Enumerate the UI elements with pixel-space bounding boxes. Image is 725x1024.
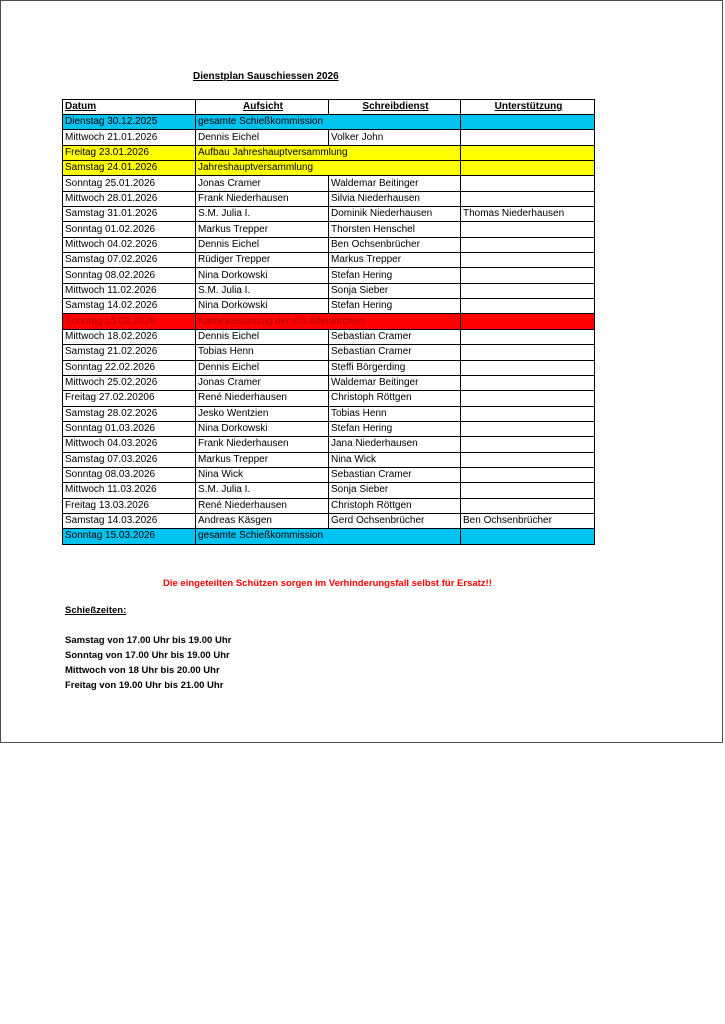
cell-unterstuetzung bbox=[461, 529, 595, 544]
cell-event: gesamte Schießkommission bbox=[196, 115, 461, 130]
cell-unterstuetzung bbox=[461, 375, 595, 390]
cell-datum: Samstag 07.03.2026 bbox=[63, 452, 196, 467]
cell-datum: Sonntag 01.03.2026 bbox=[63, 421, 196, 436]
cell-schreibdienst: Tobias Henn bbox=[329, 406, 461, 421]
cell-unterstuetzung bbox=[461, 452, 595, 467]
cell-unterstuetzung bbox=[461, 437, 595, 452]
table-row bbox=[63, 345, 595, 360]
cell-aufsicht: Rüdiger Trepper bbox=[196, 253, 329, 268]
cell-datum: Sonntag 08.02.2026 bbox=[63, 268, 196, 283]
table-row bbox=[63, 360, 595, 375]
cell-datum: Mittwoch 11.02.2026 bbox=[63, 283, 196, 298]
table-row bbox=[63, 391, 595, 406]
table-row bbox=[63, 421, 595, 436]
cell-schreibdienst: Sonja Sieber bbox=[329, 483, 461, 498]
table-row bbox=[63, 406, 595, 421]
cell-schreibdienst: Sonja Sieber bbox=[329, 283, 461, 298]
table-row bbox=[63, 145, 595, 160]
cell-aufsicht: Markus Trepper bbox=[196, 452, 329, 467]
cell-unterstuetzung bbox=[461, 345, 595, 360]
cell-aufsicht: Tobias Henn bbox=[196, 345, 329, 360]
cell-event: Jahreshauptversammlung bbox=[196, 161, 461, 176]
cell-schreibdienst: Markus Trepper bbox=[329, 253, 461, 268]
cell-schreibdienst: Nina Wick bbox=[329, 452, 461, 467]
cell-schreibdienst: Volker John bbox=[329, 130, 461, 145]
shooting-time-item: Mittwoch von 18 Uhr bis 20.00 Uhr bbox=[65, 665, 220, 676]
cell-event: Aufbau Jahreshauptversammlung bbox=[196, 145, 461, 160]
cell-aufsicht: Dennis Eichel bbox=[196, 130, 329, 145]
table-row bbox=[63, 161, 595, 176]
cell-schreibdienst: Gerd Ochsenbrücher bbox=[329, 513, 461, 528]
table-row bbox=[63, 437, 595, 452]
table-row bbox=[63, 498, 595, 513]
table-row bbox=[63, 253, 595, 268]
cell-datum: Sonntag 22.02.2026 bbox=[63, 360, 196, 375]
document-title: Dienstplan Sauschiessen 2026 bbox=[193, 71, 339, 82]
cell-aufsicht: Nina Wick bbox=[196, 467, 329, 482]
cell-datum: Mittwoch 04.02.2026 bbox=[63, 237, 196, 252]
cell-schreibdienst: Waldemar Beitinger bbox=[329, 176, 461, 191]
cell-unterstuetzung bbox=[461, 406, 595, 421]
table-row bbox=[63, 513, 595, 528]
cell-unterstuetzung bbox=[461, 467, 595, 482]
cell-datum: Samstag 31.01.2026 bbox=[63, 207, 196, 222]
table-row bbox=[63, 130, 595, 145]
cell-aufsicht: René Niederhausen bbox=[196, 498, 329, 513]
header-datum: Datum bbox=[63, 100, 196, 115]
cell-aufsicht: Jesko Wentzien bbox=[196, 406, 329, 421]
cell-schreibdienst: Stefan Hering bbox=[329, 421, 461, 436]
cell-datum: Sonntag 15.03.2026 bbox=[63, 529, 196, 544]
cell-datum: Freitag 13.03.2026 bbox=[63, 498, 196, 513]
cell-unterstuetzung bbox=[461, 268, 595, 283]
shooting-time-item: Freitag von 19.00 Uhr bis 21.00 Uhr bbox=[65, 680, 224, 691]
table-row bbox=[63, 329, 595, 344]
cell-aufsicht: Dennis Eichel bbox=[196, 329, 329, 344]
cell-unterstuetzung bbox=[461, 360, 595, 375]
cell-unterstuetzung bbox=[461, 176, 595, 191]
cell-aufsicht: René Niederhausen bbox=[196, 391, 329, 406]
cell-aufsicht: Jonas Cramer bbox=[196, 375, 329, 390]
cell-schreibdienst: Stefan Hering bbox=[329, 299, 461, 314]
cell-schreibdienst: Christoph Röttgen bbox=[329, 391, 461, 406]
duty-roster-table bbox=[62, 99, 595, 545]
cell-datum: Mittwoch 04.03.2026 bbox=[63, 437, 196, 452]
table-row bbox=[63, 299, 595, 314]
cell-datum: Mittwoch 28.01.2026 bbox=[63, 191, 196, 206]
cell-schreibdienst: Stefan Hering bbox=[329, 268, 461, 283]
table-row bbox=[63, 283, 595, 298]
shooting-time-item: Samstag von 17.00 Uhr bis 19.00 Uhr bbox=[65, 635, 232, 646]
table-row bbox=[63, 375, 595, 390]
cell-unterstuetzung bbox=[461, 161, 595, 176]
cell-aufsicht: Jonas Cramer bbox=[196, 176, 329, 191]
header-aufsicht: Aufsicht bbox=[196, 100, 329, 115]
table-header-row bbox=[63, 100, 595, 115]
cell-aufsicht: S.M. Julia I. bbox=[196, 207, 329, 222]
cell-schreibdienst: Sebastian Cramer bbox=[329, 345, 461, 360]
cell-aufsicht: Andreas Käsgen bbox=[196, 513, 329, 528]
cell-aufsicht: Dennis Eichel bbox=[196, 237, 329, 252]
cell-aufsicht: Nina Dorkowski bbox=[196, 421, 329, 436]
cell-schreibdienst: Sebastian Cramer bbox=[329, 467, 461, 482]
cell-unterstuetzung bbox=[461, 237, 595, 252]
table-row bbox=[63, 237, 595, 252]
cell-datum: Samstag 28.02.2026 bbox=[63, 406, 196, 421]
cell-datum: Dienstag 30.12.2025 bbox=[63, 115, 196, 130]
cell-unterstuetzung bbox=[461, 145, 595, 160]
shooting-times-list bbox=[65, 633, 231, 693]
cell-unterstuetzung bbox=[461, 299, 595, 314]
table-row bbox=[63, 176, 595, 191]
cell-schreibdienst: Dominik Niederhausen bbox=[329, 207, 461, 222]
table-row bbox=[63, 191, 595, 206]
cell-event: Karnevalsumzug der KG Altenkirchen bbox=[196, 314, 461, 329]
cell-datum: Mittwoch 21.01.2026 bbox=[63, 130, 196, 145]
cell-datum: Samstag 24.01.2026 bbox=[63, 161, 196, 176]
cell-datum: Freitag 27.02.20206 bbox=[63, 391, 196, 406]
cell-datum: Samstag 14.03.2026 bbox=[63, 513, 196, 528]
table-row bbox=[63, 314, 595, 329]
cell-schreibdienst: Christoph Röttgen bbox=[329, 498, 461, 513]
cell-schreibdienst: Silvia Niederhausen bbox=[329, 191, 461, 206]
header-schreibdienst: Schreibdienst bbox=[329, 100, 461, 115]
table-row bbox=[63, 483, 595, 498]
cell-unterstuetzung bbox=[461, 498, 595, 513]
cell-datum: Mittwoch 11.03.2026 bbox=[63, 483, 196, 498]
cell-schreibdienst: Waldemar Beitinger bbox=[329, 375, 461, 390]
cell-schreibdienst: Sebastian Cramer bbox=[329, 329, 461, 344]
cell-datum: Sonntag 15.02.2026 bbox=[63, 314, 196, 329]
cell-unterstuetzung bbox=[461, 421, 595, 436]
table-row bbox=[63, 529, 595, 544]
cell-aufsicht: S.M. Julia I. bbox=[196, 283, 329, 298]
cell-unterstuetzung bbox=[461, 115, 595, 130]
cell-unterstuetzung: Thomas Niederhausen bbox=[461, 207, 595, 222]
table-row bbox=[63, 222, 595, 237]
cell-aufsicht: Markus Trepper bbox=[196, 222, 329, 237]
cell-datum: Mittwoch 25.02.2026 bbox=[63, 375, 196, 390]
replacement-warning: Die eingeteilten Schützen sorgen im Verhinderungsfall selbst für Ersatz!! bbox=[163, 578, 492, 589]
cell-aufsicht: Nina Dorkowski bbox=[196, 299, 329, 314]
cell-unterstuetzung bbox=[461, 329, 595, 344]
cell-event: gesamte Schießkommission bbox=[196, 529, 461, 544]
cell-unterstuetzung bbox=[461, 191, 595, 206]
cell-datum: Sonntag 08.03.2026 bbox=[63, 467, 196, 482]
cell-unterstuetzung bbox=[461, 283, 595, 298]
table-row bbox=[63, 207, 595, 222]
cell-unterstuetzung bbox=[461, 253, 595, 268]
cell-datum: Samstag 07.02.2026 bbox=[63, 253, 196, 268]
cell-unterstuetzung bbox=[461, 222, 595, 237]
table-row bbox=[63, 115, 595, 130]
cell-datum: Samstag 14.02.2026 bbox=[63, 299, 196, 314]
cell-unterstuetzung bbox=[461, 130, 595, 145]
cell-unterstuetzung bbox=[461, 391, 595, 406]
table-row bbox=[63, 467, 595, 482]
header-unterstuetzung: Unterstützung bbox=[461, 100, 595, 115]
cell-schreibdienst: Thorsten Henschel bbox=[329, 222, 461, 237]
cell-unterstuetzung bbox=[461, 314, 595, 329]
cell-schreibdienst: Ben Ochsenbrücher bbox=[329, 237, 461, 252]
cell-unterstuetzung bbox=[461, 483, 595, 498]
cell-datum: Mittwoch 18.02.2026 bbox=[63, 329, 196, 344]
cell-aufsicht: Frank Niederhausen bbox=[196, 437, 329, 452]
cell-aufsicht: Nina Dorkowski bbox=[196, 268, 329, 283]
shooting-times-heading: Schießzeiten: bbox=[65, 605, 127, 616]
cell-aufsicht: Dennis Eichel bbox=[196, 360, 329, 375]
cell-datum: Freitag 23.01.2026 bbox=[63, 145, 196, 160]
shooting-time-item: Sonntag von 17.00 Uhr bis 19.00 Uhr bbox=[65, 650, 230, 661]
cell-aufsicht: S.M. Julia I. bbox=[196, 483, 329, 498]
cell-datum: Sonntag 01.02.2026 bbox=[63, 222, 196, 237]
cell-datum: Sonntag 25.01.2026 bbox=[63, 176, 196, 191]
table-row bbox=[63, 452, 595, 467]
table-row bbox=[63, 268, 595, 283]
roster-body bbox=[63, 115, 595, 545]
cell-datum: Samstag 21.02.2026 bbox=[63, 345, 196, 360]
cell-aufsicht: Frank Niederhausen bbox=[196, 191, 329, 206]
cell-unterstuetzung: Ben Ochsenbrücher bbox=[461, 513, 595, 528]
cell-schreibdienst: Jana Niederhausen bbox=[329, 437, 461, 452]
cell-schreibdienst: Steffi Börgerding bbox=[329, 360, 461, 375]
